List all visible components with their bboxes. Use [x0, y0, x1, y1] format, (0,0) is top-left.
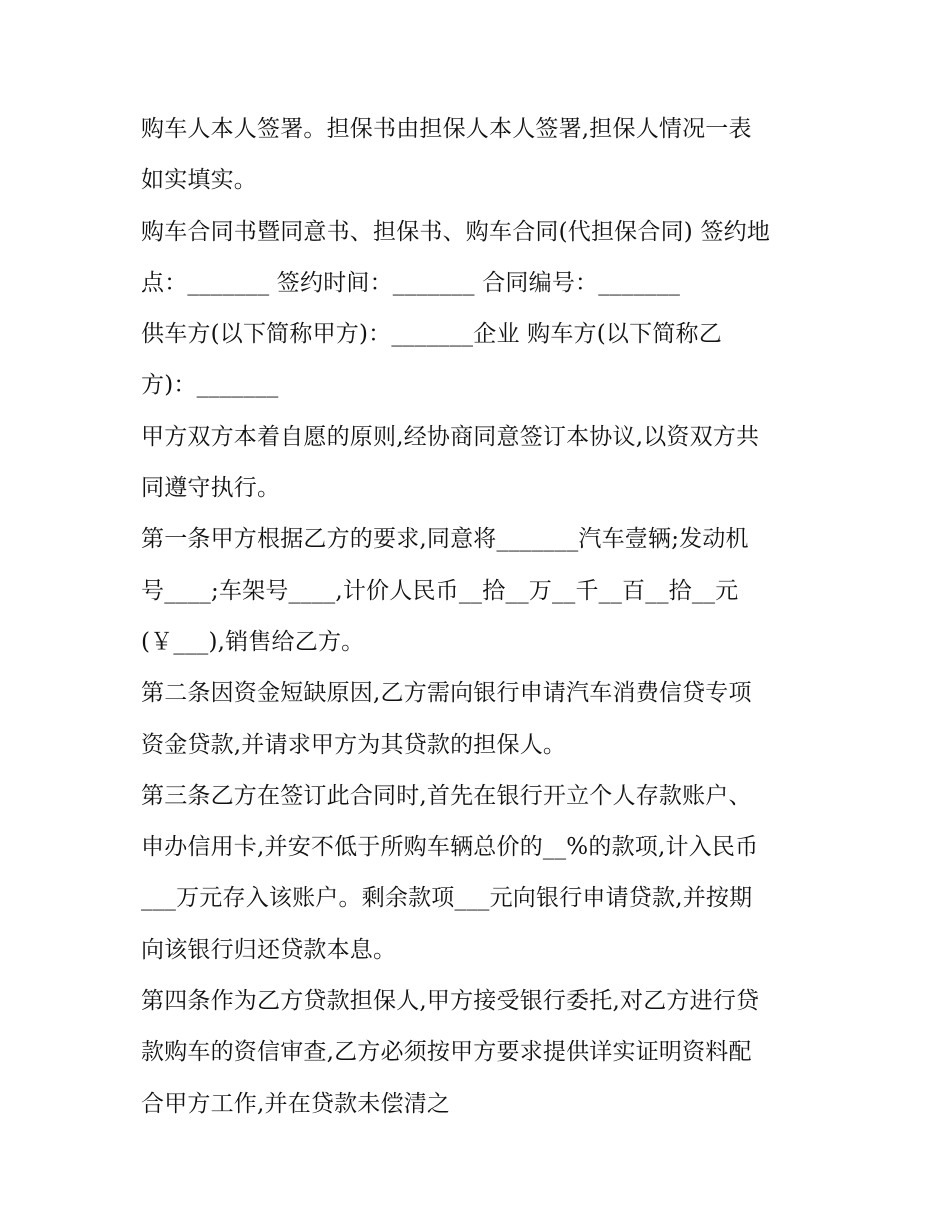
text-line: 点：_______ 签约时间：_______ 合同编号：_______ [141, 269, 681, 296]
text-line: 向该银行归还贷款本息。 [141, 936, 397, 963]
text-line: 第一条甲方根据乙方的要求,同意将_______汽车壹辆;发动机 [141, 526, 749, 553]
contract-body-text [141, 104, 821, 1130]
text-line: 第三条乙方在签订此合同时,首先在银行开立个人存款账户、 [141, 782, 752, 809]
text-line: 购车人本人签署。担保书由担保人本人签署,担保人情况一表 [141, 116, 752, 142]
text-line: 第四条作为乙方贷款担保人,甲方接受银行委托,对乙方进行贷 [141, 988, 760, 1015]
text-line: 第二条因资金短缺原因,乙方需向银行申请汽车消费信贷专项 [141, 680, 752, 707]
text-line: ___万元存入该账户。剩余款项___元向银行申请贷款,并按期 [141, 885, 753, 912]
text-line: 方)：_______ [141, 372, 279, 399]
text-line: 购车合同书暨同意书、担保书、购车合同(代担保合同) 签约地 [141, 218, 771, 245]
text-line: 款购车的资信审查,乙方必须按甲方要求提供详实证明资料配 [141, 1039, 752, 1066]
text-line: (￥___),销售给乙方。 [141, 628, 365, 655]
text-line: 申办信用卡,并安不低于所购车辆总价的__%的款项,计入民币 [141, 834, 759, 861]
text-line: 供车方(以下简称甲方)：_______企业 购车方(以下简称乙 [141, 321, 722, 348]
text-line: 甲方双方本着自愿的原则,经协商同意签订本协议,以资双方共 [141, 423, 760, 450]
text-line: 号____;车架号____,计价人民币__拾__万__千__百__拾__元 [141, 577, 739, 604]
text-line: 同遵守执行。 [141, 475, 281, 502]
text-line: 如实填实。 [141, 167, 257, 194]
text-line: 资金贷款,并请求甲方为其贷款的担保人。 [141, 731, 567, 758]
text-line: 合甲方工作,并在贷款未偿清之 [141, 1090, 451, 1117]
